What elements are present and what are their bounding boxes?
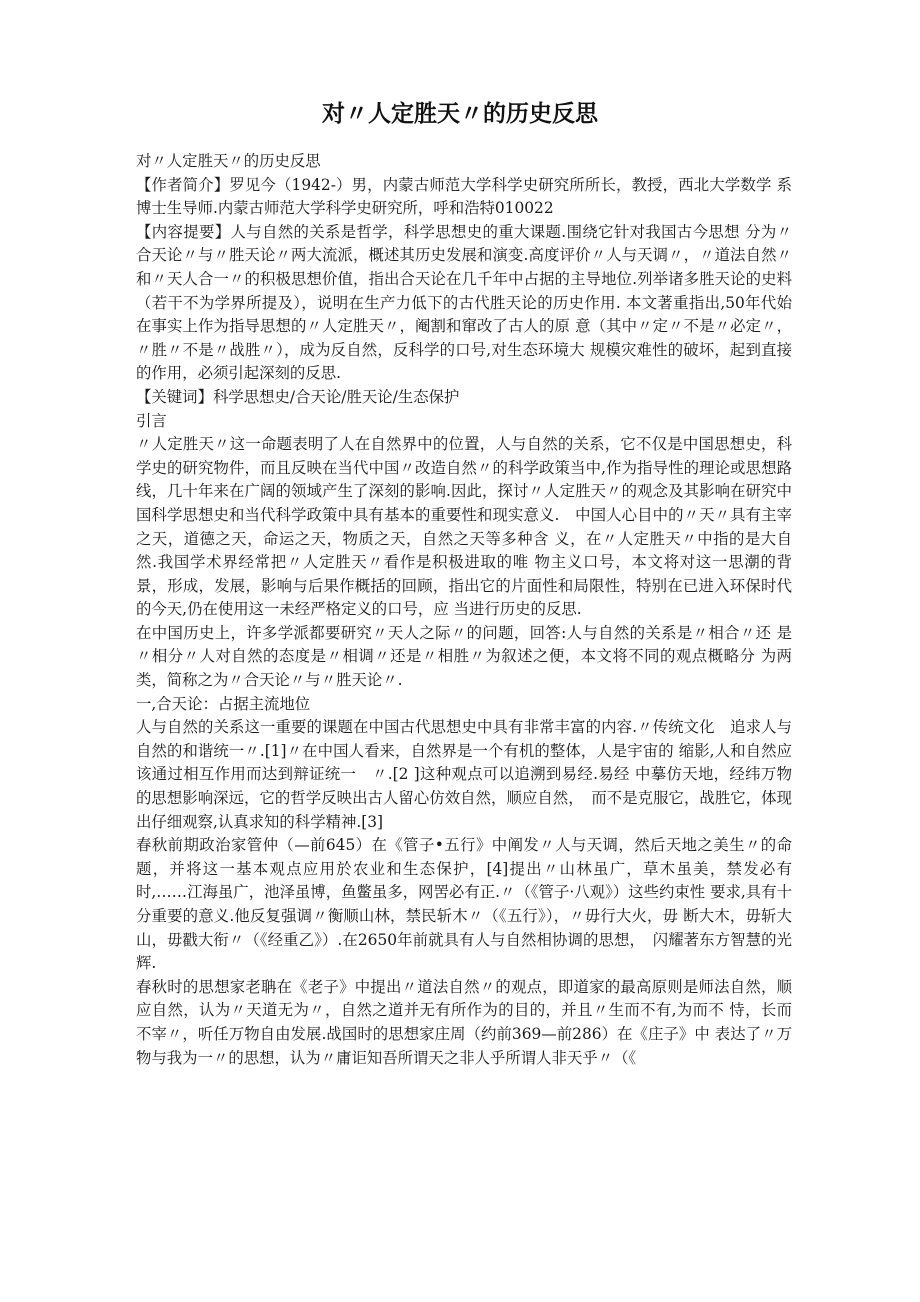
author-bio: 【作者简介】罗见今（1942-）男，内蒙古师范大学科学史研究所所长，教授，西北大学数学 系博士生导师.内蒙古师范大学科学史研究所，呼和浩特010022	[136, 175, 792, 218]
document-title: 对〃人定胜天〃的历史反思	[322, 101, 598, 127]
body-paragraph: 在中国历史上，许多学派都要研究〃天人之际〃的问题，回答:人与自然的关系是〃相合〃还 是〃相分〃人对自然的态度是〃相调〃还是〃相胜〃为叙述之便，本文将不同的观点概略分 为两类，简称之为〃合天论〃与〃胜天论〃.	[136, 623, 793, 690]
section-heading-1: 一,合天论：占据主流地位	[136, 694, 311, 713]
body-paragraph: 春秋前期政治家管仲（—前645）在《管子•五行》中阐发〃人与天调，然后天地之美生〃的命题，并将这一基本观点应用於农业和生态保护，[4]提出〃山林虽广，草木虽美，禁发必有时,……江海虽广，池泽虽博，鱼鳖虽多，网罟必有正.〃（《管子·八观》）这些约束性 要求,具有十分重要的意义.他反复强调〃衡顺山林，禁民斩木〃（《五行》），〃毋行大火，毋 断大木，毋斩大山，毋戳大衔〃（《经重乙》）.在2650年前就具有人与自然相协调的思想， 闪耀著东方智慧的光辉.	[136, 836, 792, 973]
document-body	[136, 150, 792, 1070]
section-heading-intro: 引言	[136, 411, 167, 430]
body-paragraph: 〃人定胜天〃这一命题表明了人在自然界中的位置，人与自然的关系，它不仅是中国思想史，科学史的研究物件，而且反映在当代中国〃改造自然〃的科学政策当中,作为指导性的理论或思想路线，几十年来在广阔的领域产生了深刻的影响.因此，探讨〃人定胜天〃的观念及其影响在研究中国科学思想史和当代科学政策中具有基本的重要性和现实意义. 中国人心目中的〃天〃具有主宰之天，道德之天，命运之天，物质之天，自然之天等多种含 义，在〃人定胜天〃中指的是大自然.我国学术界经常把〃人定胜天〃看作是积极进取的唯 物主义口号，本文将对这一思潮的背景，形成，发展，影响与后果作概括的回顾，指出它的片面性和局限性，特别在已进入环保时代的今天,仍在使用这一未经严格定义的口号，应 当进行历史的反思.	[136, 435, 792, 619]
subtitle-line: 对〃人定胜天〃的历史反思	[136, 152, 321, 170]
abstract: 【内容提要】人与自然的关系是哲学，科学思想史的重大课题.围绕它针对我国古今思想 分为〃合天论〃与〃胜天论〃两大流派，概述其历史发展和演变.高度评价〃人与天调〃，〃道法自然〃和〃天人合一〃的积极思想价值，指出合天论在几千年中占据的主导地位.列举诸多胜天论的史料（若干不为学界所提及），说明在生产力低下的古代胜天论的历史作用. 本文著重指出,50年代始在事实上作为指导思想的〃人定胜天〃，阉割和窜改了古人的原 意（其中〃定〃不是〃必定〃，〃胜〃不是〃战胜〃），成为反自然，反科学的口号,对生态环境大 规模灾难性的破坏，起到直接的作用，必须引起深刻的反思.	[136, 222, 792, 383]
body-paragraph: 春秋时的思想家老聃在《老子》中提出〃道法自然〃的观点，即道家的最高原则是师法自然，顺应自然，认为〃天道无为〃，自然之道并无有所作为的目的，并且〃生而不有,为而不 恃，长而不宰〃，听任万物自由发展.战国时的思想家庄周（约前369—前286）在《庄子》中 表达了〃万物与我为一〃的思想，认为〃庸讵知吾所谓天之非人乎所谓人非天乎〃（《	[136, 977, 792, 1067]
keywords: 【关键词】科学思想史/合天论/胜天论/生态保护	[136, 387, 460, 406]
body-paragraph: 人与自然的关系这一重要的课题在中国古代思想史中具有非常丰富的内容.〃传统文化 追求人与自然的和谐统一〃.[1]〃在中国人看来，自然界是一个有机的整体，人是宇宙的 缩影,人和自然应该通过相互作用而达到辩证统一 〃.[2 ]这种观点可以追溯到易经.易经 中摹仿天地，经纬万物的思想影响深远，它的哲学反映出古人留心仿效自然，顺应自然， 而不是克服它，战胜它，体现出仔细观察,认真求知的科学精神.[3]	[136, 718, 792, 831]
